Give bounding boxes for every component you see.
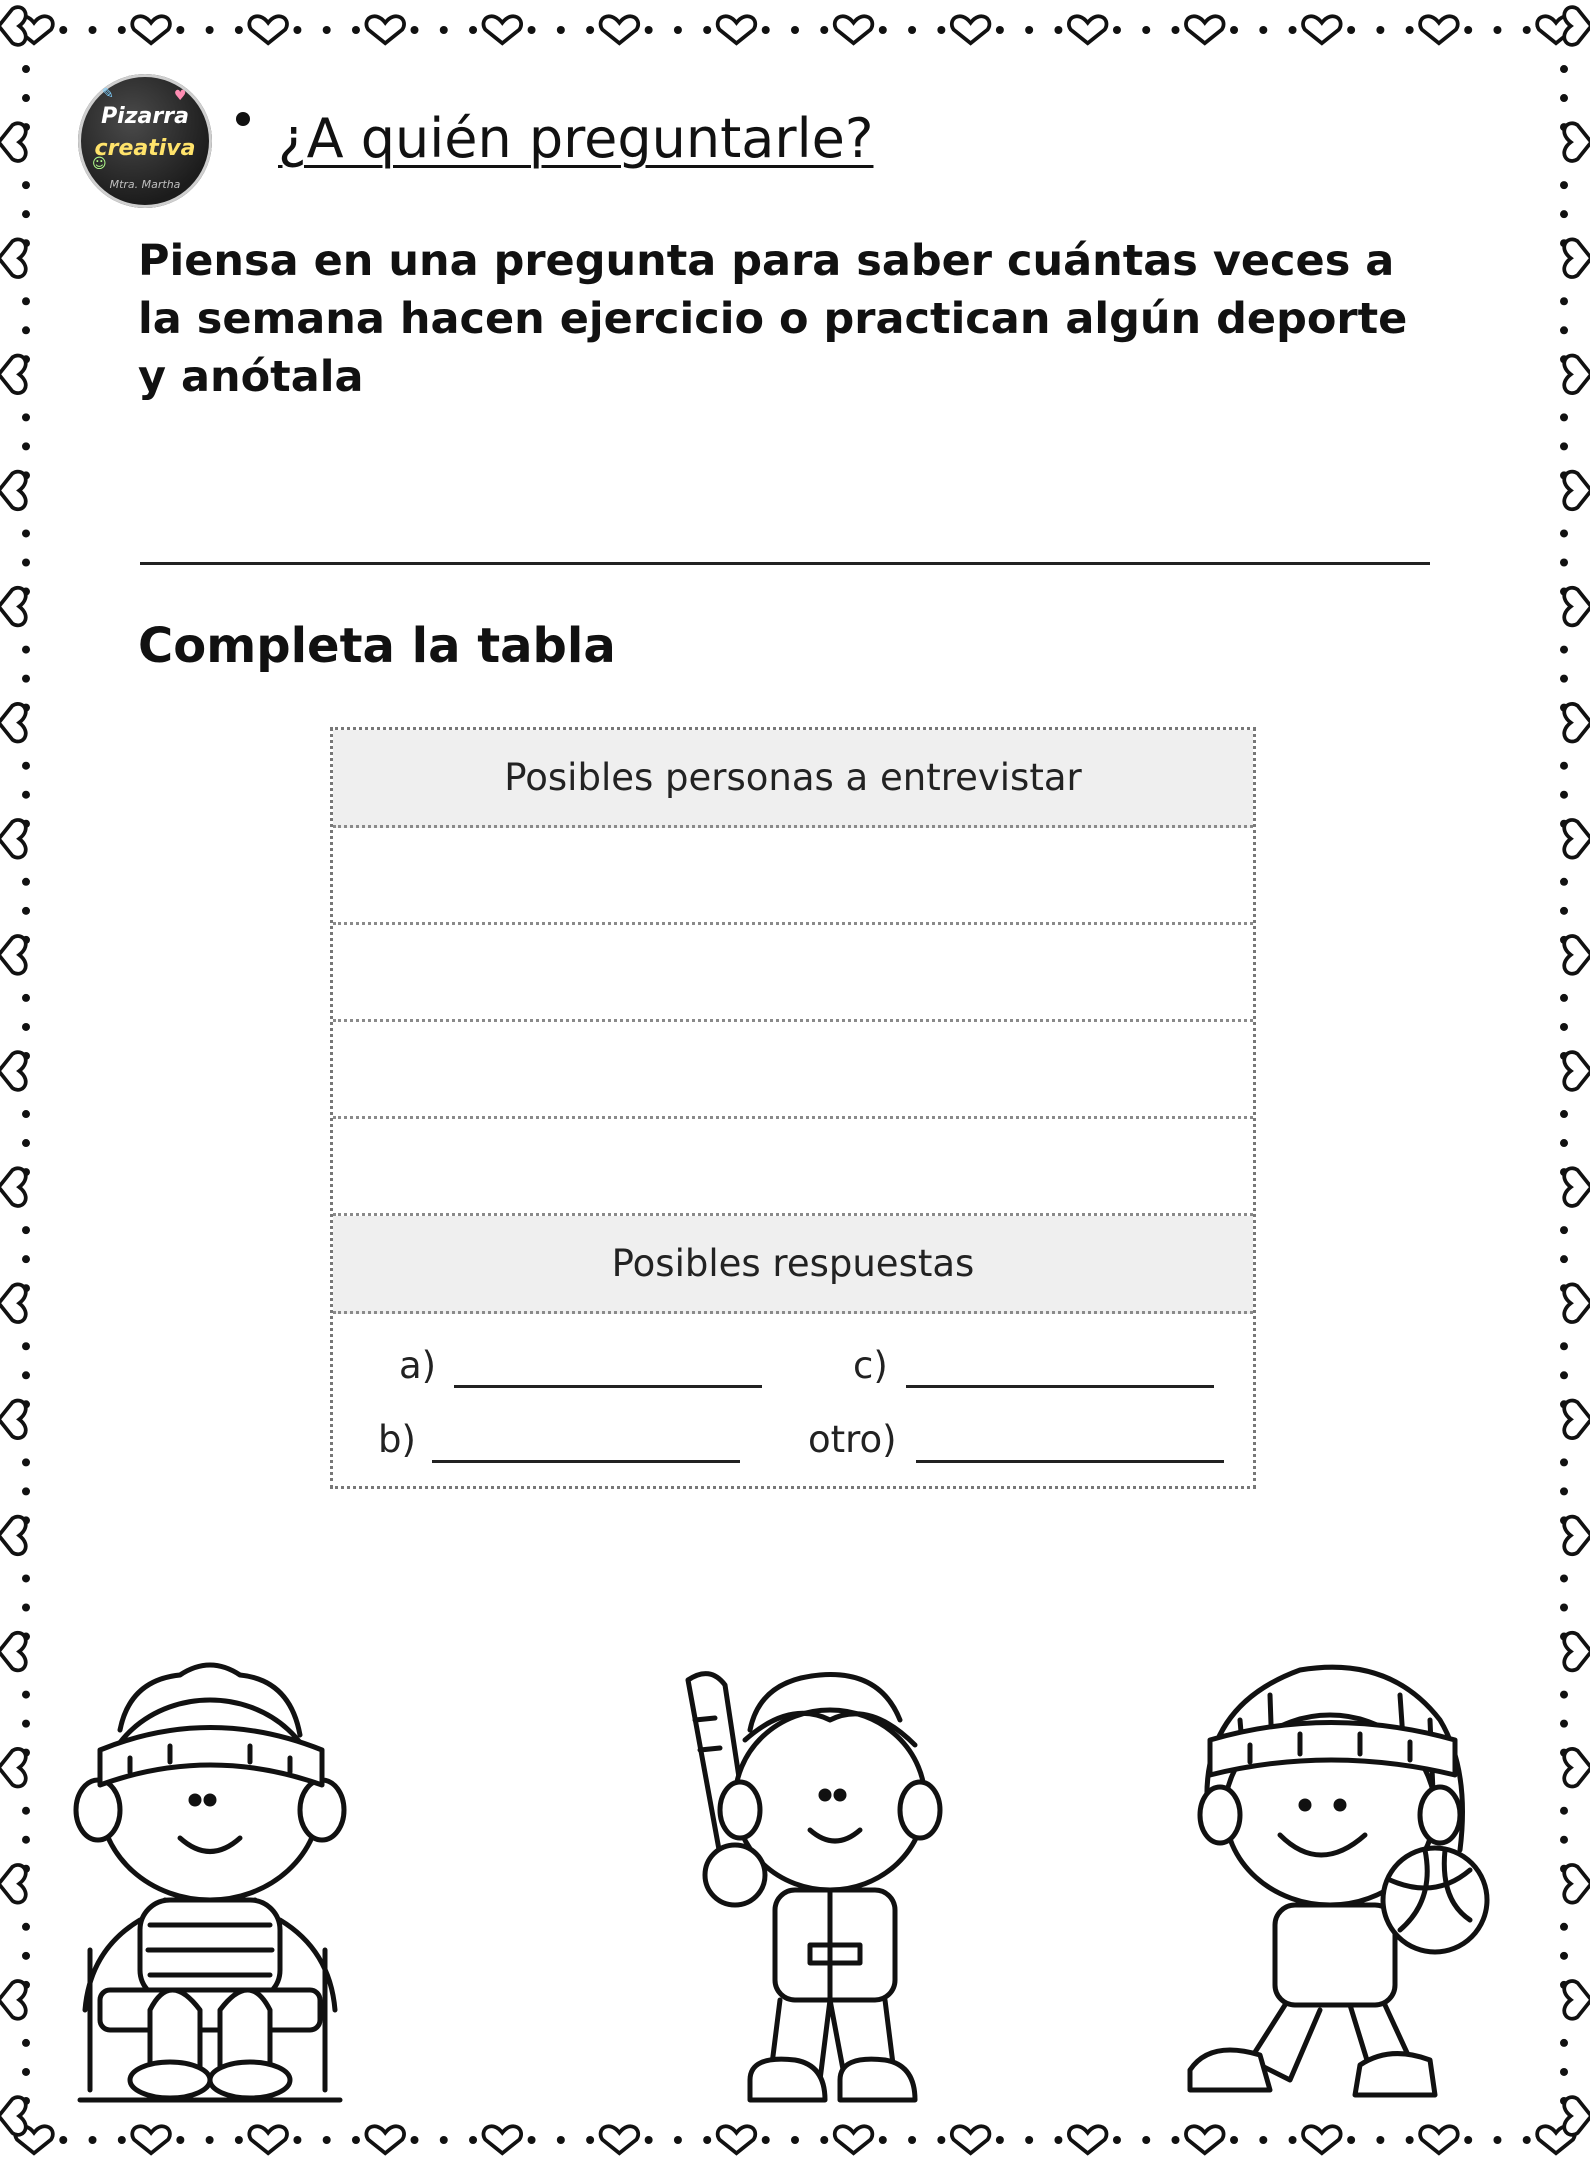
- table-title: Completa la tabla: [138, 618, 616, 674]
- option-otro-label: otro): [808, 1418, 897, 1461]
- table-header-respuestas: [333, 1216, 1253, 1314]
- logo-line-3: Mtra. Martha: [109, 178, 181, 191]
- page-title: ¿A quién preguntarle?: [278, 107, 874, 170]
- girl-volleyball-illustration: [1170, 1650, 1510, 2110]
- option-otro-blank[interactable]: [916, 1460, 1224, 1463]
- option-b-label: b): [378, 1418, 416, 1461]
- option-a-label: a): [399, 1344, 437, 1387]
- interview-table: [330, 727, 1256, 1489]
- table-row[interactable]: [333, 1119, 1253, 1216]
- option-a-blank[interactable]: [454, 1385, 762, 1388]
- kid-wheelchair-illustration: [60, 1650, 350, 2110]
- table-row[interactable]: [333, 828, 1253, 925]
- bullet-icon: [236, 112, 250, 126]
- pizarra-creativa-logo: ✎ ♥ ☺ Pizarra creativa Mtra. Martha: [78, 74, 212, 208]
- answer-line[interactable]: [140, 562, 1430, 565]
- option-c-label: c): [853, 1344, 888, 1387]
- logo-line-2: creativa: [94, 136, 196, 161]
- table-row[interactable]: [333, 1022, 1253, 1119]
- kid-baseball-illustration: [680, 1660, 960, 2120]
- table-header-personas-label: Posibles personas a entrevistar: [504, 756, 1082, 799]
- table-row[interactable]: [333, 925, 1253, 1022]
- option-c-blank[interactable]: [906, 1385, 1214, 1388]
- table-header-respuestas-label: Posibles respuestas: [611, 1242, 975, 1285]
- logo-line-1: Pizarra: [101, 104, 189, 129]
- prompt-text: Piensa en una pregunta para saber cuántas veces a la semana hacen ejercicio o practican algún deporte y anótala: [138, 236, 1408, 402]
- table-header-personas: [333, 730, 1253, 828]
- option-b-blank[interactable]: [432, 1460, 740, 1463]
